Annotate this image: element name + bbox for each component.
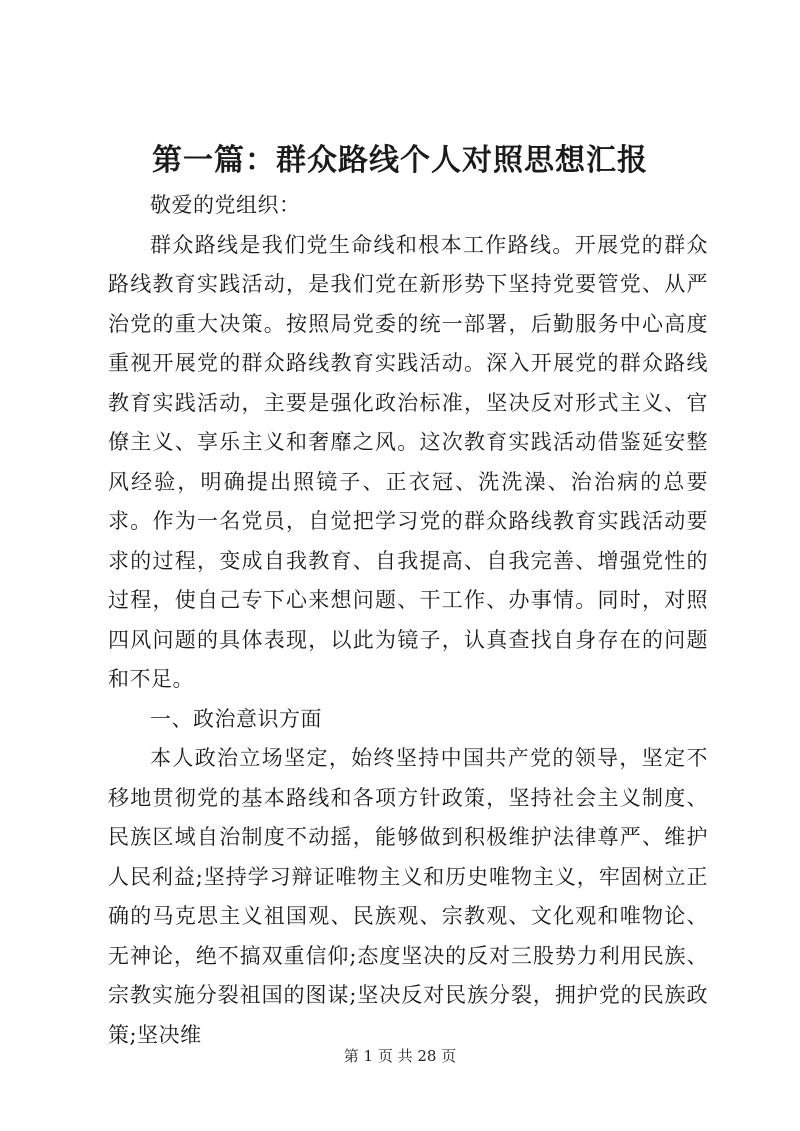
page-footer: 第 1 页 共 28 页 [343,1047,457,1065]
salutation: 敬爱的党组织： [150,193,301,217]
document-body [108,186,708,1055]
section-heading-political-awareness: 一、政治意识方面 [150,706,322,731]
paragraph-intro: 群众路线是我们党生命线和根本工作路线。开展党的群众路线教育实践活动，是我们党在新形势下坚持党要管党、从严治党的重大决策。按照局党委的统一部署，后勤服务中心高度重视开展党的群众路线教育实践活动。深入开展党的群众路线教育实践活动，主要是强化政治标准，坚决反对形式主义、官僚主义、享乐主义和奢靡之风。这次教育实践活动借鉴延安整风经验，明确提出照镜子、正衣冠、洗洗澡、治治病的总要求。作为一名党员，自觉把学习党的群众路线教育实践活动要求的过程，变成自我教育、自我提高、自我完善、增强党性的过程，使自己专下心来想问题、干工作、办事情。同时，对照四风问题的具体表现，以此为镜子，认真查找自身存在的问题和不足。 [108,232,708,691]
paragraph-political-awareness: 本人政治立场坚定，始终坚持中国共产党的领导，坚定不移地贯彻党的基本路线和各项方针政策，坚持社会主义制度、民族区域自治制度不动摇，能够做到积极维护法律尊严、维护人民利益;坚持学习辩证唯物主义和历史唯物主义，牢固树立正确的马克思主义祖国观、民族观、宗教观、文化观和唯物论、无神论，绝不搞双重信仰;态度坚决的反对三股势力利用民族、宗教实施分裂祖国的图谋;坚决反对民族分裂，拥护党的民族政策;坚决维 [108,746,708,1047]
document-title: 第一篇：群众路线个人对照思想汇报 [152,143,648,178]
